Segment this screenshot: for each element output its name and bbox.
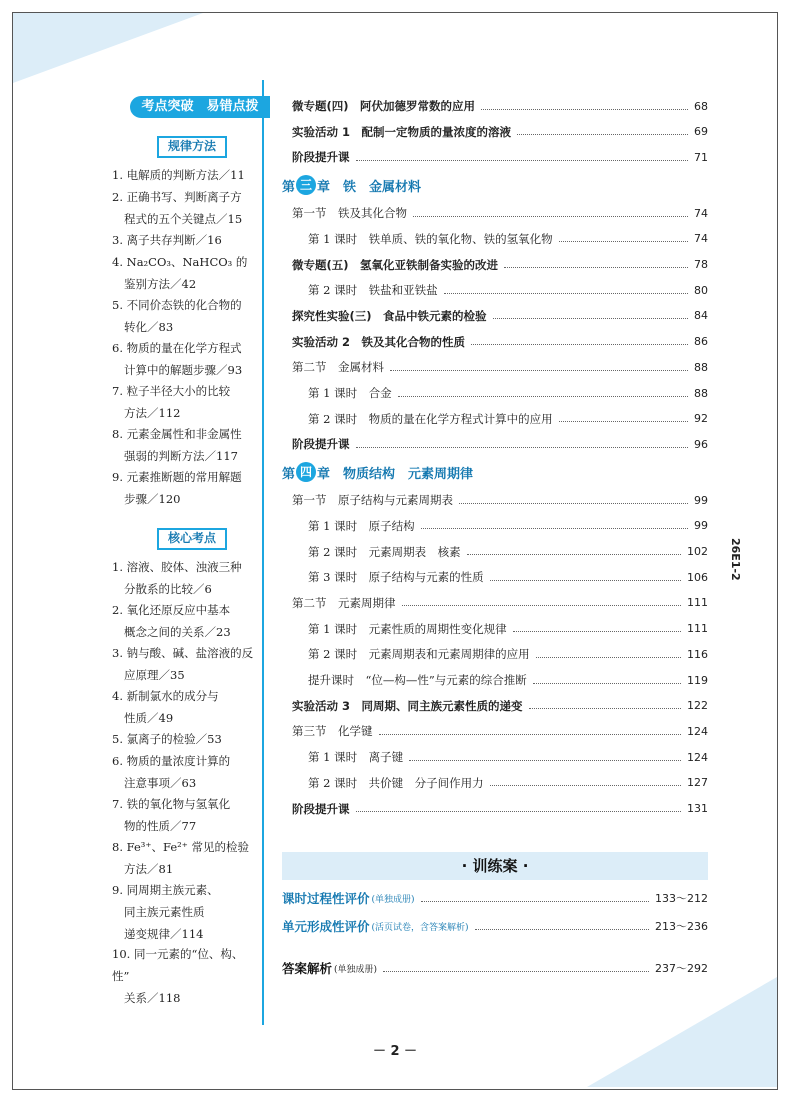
toc-page: 127 xyxy=(687,776,708,790)
toc-page: 99 xyxy=(694,493,708,507)
toc-note: (单独成册) xyxy=(371,894,415,905)
toc-page: 74 xyxy=(694,206,708,220)
left-item-line: 5. 不同价态铁的化合物的 xyxy=(112,298,242,312)
toc-row[interactable] xyxy=(292,332,708,352)
left-banner: 考点突破 易错点拨 xyxy=(130,96,270,118)
toc-page: 92 xyxy=(694,412,708,426)
leader-dots xyxy=(471,344,688,345)
toc-row[interactable] xyxy=(292,203,708,223)
left-list-item[interactable] xyxy=(112,294,260,338)
leader-dots xyxy=(379,734,682,735)
leader-dots xyxy=(490,785,681,786)
chapter-prefix: 第 xyxy=(282,466,296,482)
leader-dots xyxy=(444,293,688,294)
toc-page: 111 xyxy=(687,622,708,636)
left-item-line: 3. 离子共存判断／16 xyxy=(112,233,222,247)
left-item-line: 应原理／35 xyxy=(124,668,185,682)
toc-page: 237～292 xyxy=(655,962,708,975)
leader-dots xyxy=(413,216,688,217)
toc-label: 第三节 化学键 xyxy=(292,724,373,739)
left-item-line: 方法／112 xyxy=(124,406,181,420)
toc-page: 131 xyxy=(687,802,708,815)
toc-row-answers[interactable] xyxy=(282,958,708,978)
left-list-item[interactable] xyxy=(112,793,260,837)
toc-row[interactable] xyxy=(308,567,708,587)
left-section-title: 核心考点 xyxy=(157,528,227,550)
leader-dots xyxy=(504,267,688,268)
chapter-heading[interactable] xyxy=(282,174,421,196)
toc-label: 第二节 金属材料 xyxy=(292,360,384,375)
toc-page: 119 xyxy=(687,673,708,687)
toc-note: (单独成册) xyxy=(334,964,378,975)
toc-page: 80 xyxy=(694,283,708,297)
left-section-title: 规律方法 xyxy=(157,136,227,158)
leader-dots xyxy=(559,421,688,422)
leader-dots xyxy=(529,708,681,709)
toc-row[interactable] xyxy=(292,490,708,510)
toc-page: 111 xyxy=(687,596,708,610)
toc-row[interactable] xyxy=(308,670,708,690)
leader-dots xyxy=(513,631,681,632)
left-item-line: 10. 同一元素的“位、构、性” xyxy=(112,947,244,983)
toc-label: 第 1 课时 合金 xyxy=(308,386,392,400)
toc-label: 第一节 原子结构与元素周期表 xyxy=(292,493,453,508)
toc-page: 133～212 xyxy=(655,892,708,905)
toc-label: 第 1 课时 原子结构 xyxy=(308,518,415,533)
left-item-line: 7. 铁的氧化物与氢氧化 xyxy=(112,797,231,811)
left-item-line: 9. 同周期主族元素、 xyxy=(112,883,219,897)
left-list-item[interactable] xyxy=(112,685,260,729)
toc-row[interactable] xyxy=(308,619,708,639)
toc-label: 答案解析 xyxy=(282,961,333,976)
left-item-line: 步骤／120 xyxy=(124,492,181,506)
toc-row[interactable] xyxy=(292,434,708,454)
left-item-line: 6. 物质的量在化学方程式 xyxy=(112,341,242,355)
left-item-line: 9. 元素推断题的常用解题 xyxy=(112,470,242,484)
leader-dots xyxy=(559,241,688,242)
left-item-line: 7. 粒子半径大小的比较 xyxy=(112,384,231,398)
left-list-item[interactable] xyxy=(112,466,260,510)
chapter-prefix: 第 xyxy=(282,179,296,195)
left-list-item[interactable] xyxy=(112,750,260,794)
left-item-line: 递变规律／114 xyxy=(124,927,204,941)
toc-page: 71 xyxy=(694,150,708,164)
side-code: 26E1-2 xyxy=(729,538,742,581)
toc-row[interactable] xyxy=(308,542,708,562)
toc-label: 第 2 课时 铁盐和亚铁盐 xyxy=(308,283,438,298)
left-list-item[interactable] xyxy=(112,879,260,945)
left-list-item[interactable] xyxy=(112,728,260,750)
chapter-number-badge: 四 xyxy=(296,462,316,482)
toc-page: 68 xyxy=(694,99,708,113)
toc-page: 88 xyxy=(694,386,708,400)
toc-row[interactable] xyxy=(292,122,708,142)
leader-dots xyxy=(475,929,649,930)
left-item-line: 计算中的解题步骤／93 xyxy=(124,363,243,377)
toc-label: 阶段提升课 xyxy=(292,801,350,816)
page-number: － 2 － xyxy=(372,1044,418,1059)
left-item-line: 程式的五个关键点／15 xyxy=(124,212,243,226)
left-list-item[interactable] xyxy=(112,943,260,1009)
left-item-line: 4. Na₂CO₃、NaHCO₃ 的 xyxy=(112,255,248,269)
toc-row[interactable] xyxy=(308,747,708,767)
toc-row[interactable] xyxy=(292,721,708,741)
training-header: · 训练案 · xyxy=(282,852,708,880)
leader-dots xyxy=(356,447,689,448)
toc-page: 213～236 xyxy=(655,920,708,933)
corner-decoration-top-left xyxy=(13,13,203,83)
left-item-line: 注意事项／63 xyxy=(124,776,197,790)
toc-label: 探究性实验(三) 食品中铁元素的检验 xyxy=(292,308,487,323)
left-item-line: 概念之间的关系／23 xyxy=(124,625,231,639)
left-item-line: 鉴别方法／42 xyxy=(124,277,197,291)
left-list-item[interactable] xyxy=(112,164,260,186)
chapter-heading[interactable] xyxy=(282,461,473,483)
left-item-line: 3. 钠与酸、碱、盐溶液的反 xyxy=(112,646,254,660)
leader-dots xyxy=(536,657,681,658)
leader-dots xyxy=(481,109,688,110)
left-item-line: 强弱的判断方法／117 xyxy=(124,449,238,463)
left-item-line: 方法／81 xyxy=(124,862,174,876)
toc-page: 122 xyxy=(687,699,708,713)
leader-dots xyxy=(421,901,649,902)
toc-label: 实验活动 3 同周期、同主族元素性质的递变 xyxy=(292,698,523,713)
left-item-line: 8. 元素金属性和非金属性 xyxy=(112,427,242,441)
left-list-item[interactable] xyxy=(112,423,260,467)
corner-decoration-bottom-right xyxy=(587,977,777,1087)
toc-label: 第二节 元素周期律 xyxy=(292,595,396,610)
left-item-line: 性质／49 xyxy=(124,711,174,725)
toc-page: 86 xyxy=(694,335,708,349)
left-item-line: 1. 溶液、胶体、浊液三种 xyxy=(112,560,242,574)
left-item-line: 4. 新制氯水的成分与 xyxy=(112,689,219,703)
toc-label: 阶段提升课 xyxy=(292,437,350,452)
toc-page: 74 xyxy=(694,232,708,246)
toc-page: 124 xyxy=(687,750,708,764)
chapter-title: 章 铁 金属材料 xyxy=(317,179,422,195)
toc-row[interactable] xyxy=(308,383,708,403)
left-item-line: 物的性质／77 xyxy=(124,819,197,833)
leader-dots xyxy=(533,683,681,684)
toc-label: 阶段提升课 xyxy=(292,150,350,165)
left-item-line: 关系／118 xyxy=(124,991,181,1005)
toc-label: 第 2 课时 共价键 分子间作用力 xyxy=(308,775,484,790)
toc-label: 第 3 课时 原子结构与元素的性质 xyxy=(308,570,484,585)
leader-dots xyxy=(517,134,688,135)
chapter-number-badge: 三 xyxy=(296,175,316,195)
toc-row[interactable] xyxy=(292,306,708,326)
toc-label: 第 2 课时 元素周期表 核素 xyxy=(308,544,461,559)
leader-dots xyxy=(493,318,688,319)
toc-row[interactable] xyxy=(308,409,708,429)
toc-row-unit-eval[interactable] xyxy=(282,916,708,936)
toc-row[interactable] xyxy=(292,357,708,377)
leader-dots xyxy=(383,971,649,972)
toc-label: 第 1 课时 铁单质、铁的氧化物、铁的氢氧化物 xyxy=(308,231,553,246)
leader-dots xyxy=(356,160,689,161)
toc-row[interactable] xyxy=(292,255,708,275)
left-list-item[interactable] xyxy=(112,380,260,424)
toc-page: 78 xyxy=(694,258,708,271)
toc-page: 88 xyxy=(694,360,708,374)
toc-label: 提升课时 “位—构—性”与元素的综合推断 xyxy=(308,673,527,687)
toc-row[interactable] xyxy=(308,280,708,300)
left-list-item[interactable] xyxy=(112,599,260,643)
left-list-item[interactable] xyxy=(112,836,260,880)
left-item-line: 分散系的比较／6 xyxy=(124,582,212,596)
toc-row[interactable] xyxy=(308,229,708,249)
toc-label: 第 2 课时 物质的量在化学方程式计算中的应用 xyxy=(308,411,553,426)
column-divider xyxy=(262,80,264,1025)
toc-page: 96 xyxy=(694,437,708,451)
leader-dots xyxy=(390,370,688,371)
toc-row[interactable] xyxy=(308,644,708,664)
toc-label: 微专题(五) 氢氧化亚铁制备实验的改进 xyxy=(292,257,499,272)
toc-row[interactable] xyxy=(292,96,708,116)
leader-dots xyxy=(421,528,688,529)
toc-page: 84 xyxy=(694,309,708,323)
toc-row[interactable] xyxy=(292,799,708,819)
left-list-item[interactable] xyxy=(112,186,260,230)
toc-row[interactable] xyxy=(308,773,708,793)
left-item-line: 8. Fe³⁺、Fe²⁺ 常见的检验 xyxy=(112,840,249,854)
leader-dots xyxy=(356,811,682,812)
left-item-line: 2. 氧化还原反应中基本 xyxy=(112,603,231,617)
left-list-item[interactable] xyxy=(112,251,260,295)
toc-page: 116 xyxy=(687,647,708,661)
left-item-line: 2. 正确书写、判断离子方 xyxy=(112,190,242,204)
left-item-line: 转化／83 xyxy=(124,320,174,334)
left-list-item[interactable] xyxy=(112,556,260,600)
left-list-item[interactable] xyxy=(112,642,260,686)
toc-page: 106 xyxy=(687,570,708,584)
toc-note: (活页试卷，含答案解析) xyxy=(371,922,469,933)
toc-page: 69 xyxy=(694,125,708,139)
toc-row[interactable] xyxy=(292,696,708,716)
toc-label: 微专题(四) 阿伏加德罗常数的应用 xyxy=(292,99,476,113)
left-item-line: 同主族元素性质 xyxy=(124,905,205,919)
left-item-line: 5. 氯离子的检验／53 xyxy=(112,732,222,746)
left-list-item[interactable] xyxy=(112,337,260,381)
leader-dots xyxy=(490,580,681,581)
toc-label: 第 1 课时 元素性质的周期性变化规律 xyxy=(308,621,507,636)
toc-label: 实验活动 1 配制一定物质的量浓度的溶液 xyxy=(292,124,512,139)
toc-label: 单元形成性评价 xyxy=(282,919,370,934)
left-item-line: 6. 物质的量浓度计算的 xyxy=(112,754,231,768)
toc-label: 第 2 课时 元素周期表和元素周期律的应用 xyxy=(308,647,530,662)
leader-dots xyxy=(467,554,681,555)
leader-dots xyxy=(398,396,688,397)
toc-page: 99 xyxy=(694,519,708,533)
leader-dots xyxy=(409,760,681,761)
toc-label: 课时过程性评价 xyxy=(282,891,370,906)
left-item-line: 1. 电解质的判断方法／11 xyxy=(112,168,245,182)
toc-label: 第一节 铁及其化合物 xyxy=(292,206,407,221)
left-list-item[interactable] xyxy=(112,229,260,251)
toc-page: 124 xyxy=(687,724,708,738)
toc-label: 实验活动 2 铁及其化合物的性质 xyxy=(292,334,466,349)
toc-row[interactable] xyxy=(292,593,708,613)
leader-dots xyxy=(459,503,688,504)
toc-label: 第 1 课时 离子键 xyxy=(308,750,404,765)
toc-row[interactable] xyxy=(308,516,708,536)
leader-dots xyxy=(402,605,682,606)
toc-row-process-eval[interactable] xyxy=(282,888,708,908)
chapter-title: 章 物质结构 元素周期律 xyxy=(317,466,474,482)
toc-page: 102 xyxy=(687,545,708,558)
toc-row[interactable] xyxy=(292,147,708,167)
